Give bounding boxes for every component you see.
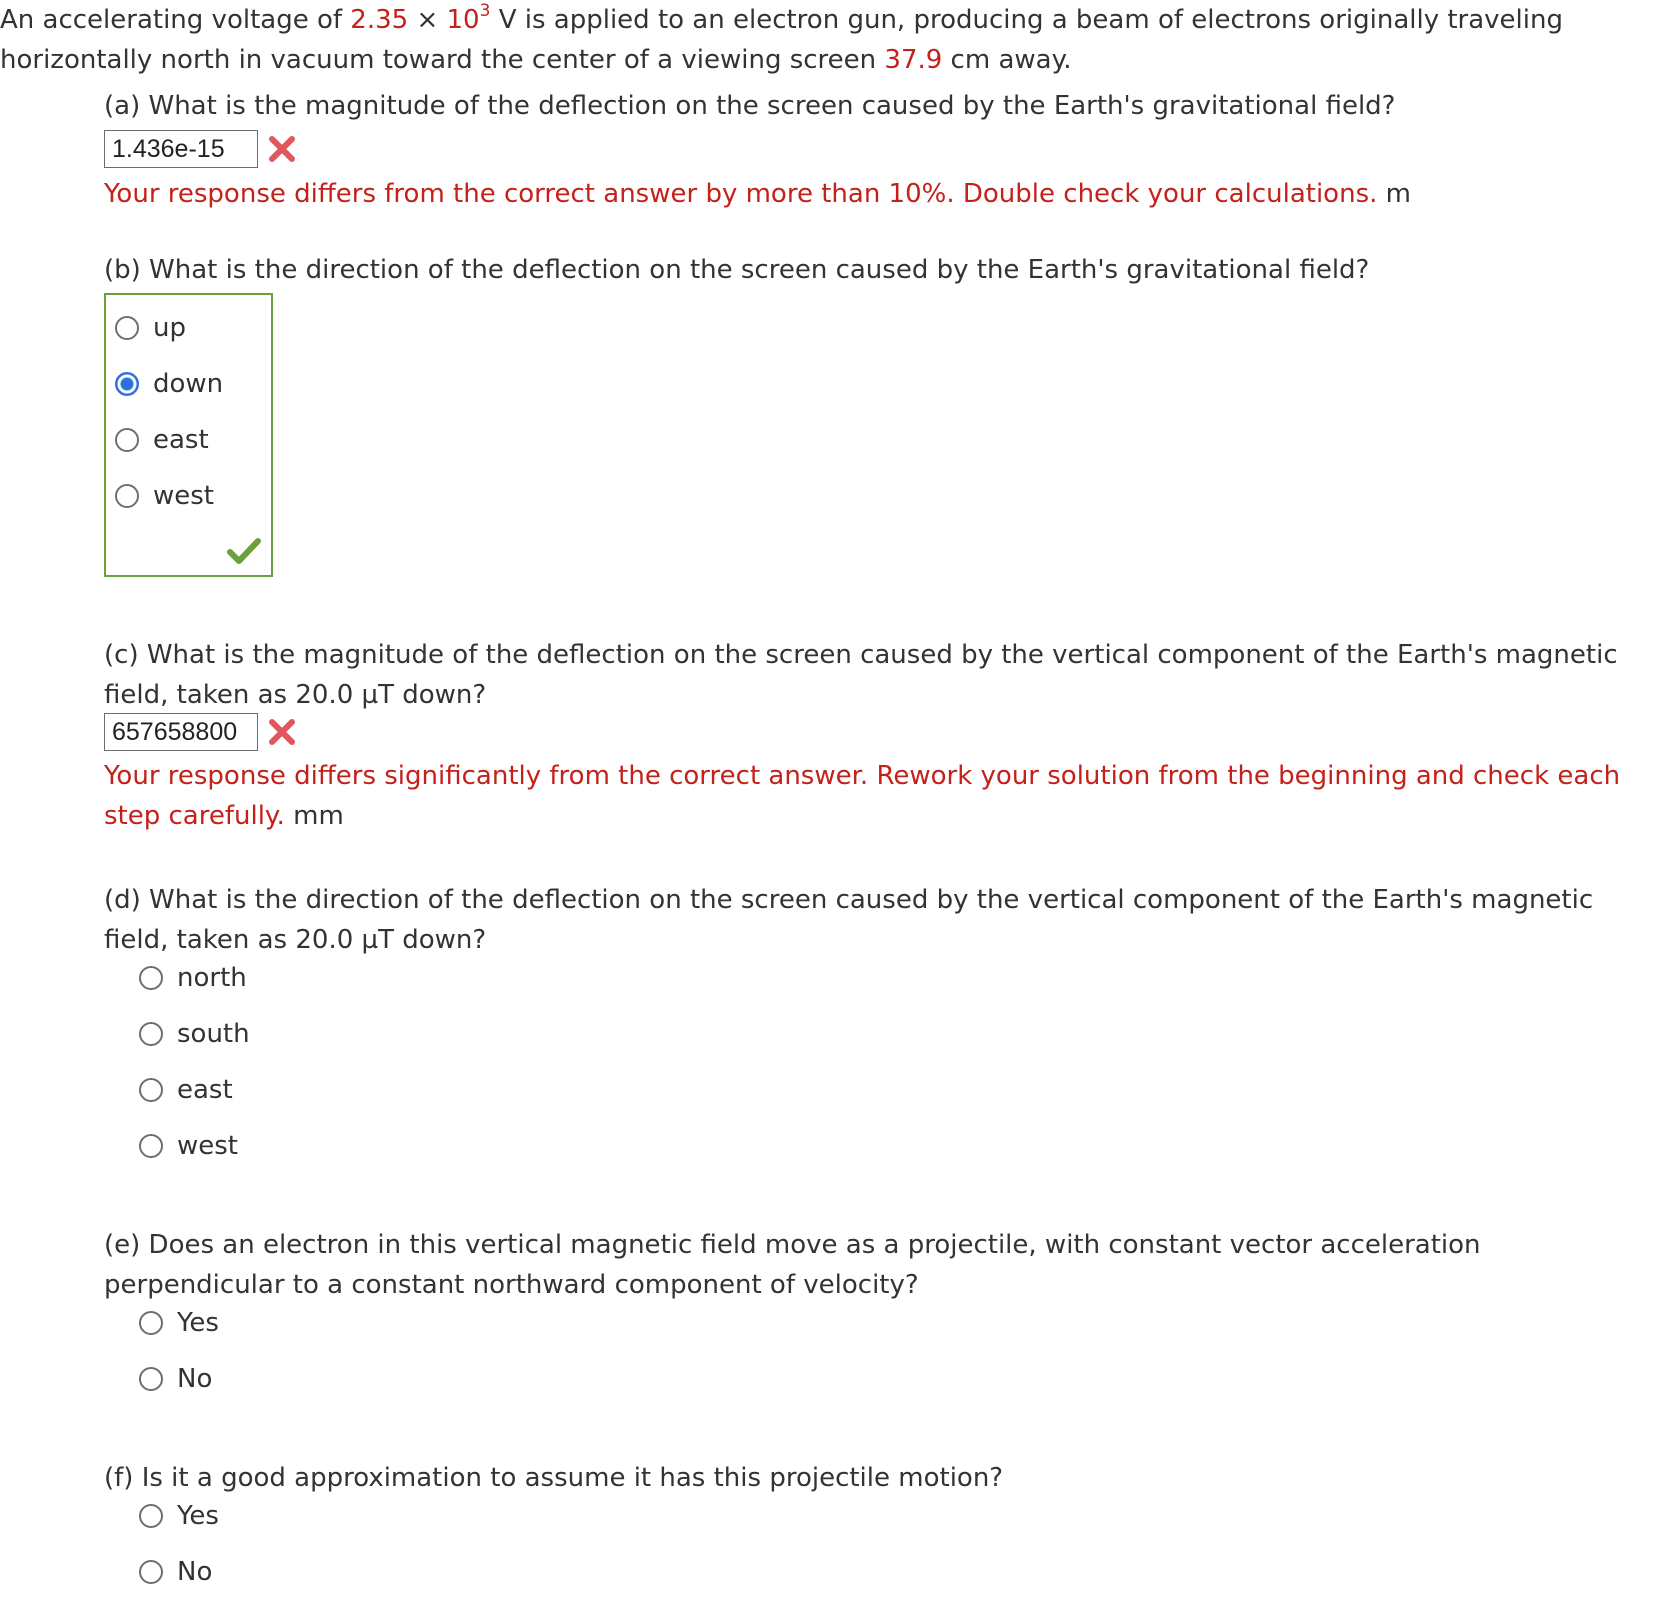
option-label: south [177, 1019, 250, 1049]
option-label: west [153, 481, 215, 511]
question-a: (a) What is the magnitude of the deflection on the screen caused by the Earth's gravitational field? [104, 91, 1396, 121]
feedback-a-text: Your response differs from the correct answer by more than 10%. Double check your calculations. [104, 179, 1378, 209]
option-label: north [177, 963, 247, 993]
times-sign: × [408, 5, 447, 35]
answer-input-a[interactable]: 1.436e-15 [104, 130, 258, 168]
option-b-east[interactable] [115, 420, 209, 460]
answer-row-a [104, 130, 297, 168]
option-d-west[interactable] [139, 1126, 238, 1166]
question-b: (b) What is the direction of the deflection on the screen caused by the Earth's gravitational field? [104, 255, 1370, 285]
answer-input-c[interactable]: 657658800 [104, 713, 258, 751]
unit-a: m [1377, 179, 1411, 209]
option-label: No [177, 1364, 213, 1394]
radio-button[interactable] [139, 1134, 163, 1158]
radio-button[interactable] [139, 1022, 163, 1046]
feedback-a [104, 174, 1664, 214]
option-d-north[interactable] [139, 958, 247, 998]
option-label: Yes [177, 1501, 219, 1531]
option-label: No [177, 1557, 213, 1587]
option-f-yes[interactable] [139, 1496, 219, 1536]
intro-text-2: V is applied to an electron gun, producing a beam of electrons originally traveling horizontally north in vacuum toward the center of a viewing screen [0, 5, 1563, 75]
option-e-no[interactable] [139, 1359, 212, 1399]
radio-button[interactable] [139, 1560, 163, 1584]
option-label: up [153, 313, 186, 343]
option-label: east [153, 425, 209, 455]
question-c: (c) What is the magnitude of the deflection on the screen caused by the vertical component of the Earth's magnetic field, taken as 20.0 µT down? [104, 640, 1618, 710]
radio-button[interactable] [139, 966, 163, 990]
radio-button[interactable] [115, 428, 139, 452]
option-label: Yes [177, 1308, 219, 1338]
option-d-south[interactable] [139, 1014, 250, 1054]
option-b-up[interactable] [115, 308, 186, 348]
unit-c: mm [284, 801, 344, 831]
voltage-exponent: 3 [479, 1, 491, 22]
radio-button[interactable] [139, 1504, 163, 1528]
option-d-east[interactable] [139, 1070, 233, 1110]
option-e-yes[interactable] [139, 1303, 219, 1343]
option-b-west[interactable] [115, 476, 214, 516]
voltage-mantissa: 2.35 [350, 5, 409, 35]
radio-button[interactable] [115, 316, 139, 340]
intro-text-1: An accelerating voltage of [0, 5, 351, 35]
distance-value: 37.9 [884, 45, 943, 75]
option-label: east [177, 1075, 233, 1105]
option-b-down[interactable] [115, 364, 223, 404]
question-e: (e) Does an electron in this vertical magnetic field move as a projectile, with constant vector acceleration perpendicular to a constant northward component of velocity? [104, 1230, 1481, 1300]
radio-button[interactable] [139, 1078, 163, 1102]
option-f-no[interactable] [139, 1552, 212, 1592]
radio-button[interactable] [115, 484, 139, 508]
feedback-c [104, 756, 1664, 836]
option-label: down [153, 369, 224, 399]
radio-button-selected[interactable] [115, 372, 139, 396]
question-d: (d) What is the direction of the deflection on the screen caused by the vertical component of the Earth's magnetic field, taken as 20.0 µT down? [104, 885, 1594, 955]
intro-text-3: cm away. [942, 45, 1072, 75]
radio-button[interactable] [139, 1367, 163, 1391]
radio-button[interactable] [139, 1311, 163, 1335]
option-label: west [177, 1131, 239, 1161]
incorrect-x-icon [267, 717, 297, 747]
voltage-base: 10 [446, 5, 480, 35]
answer-row-c [104, 713, 297, 751]
feedback-c-text: Your response differs significantly from the correct answer. Rework your solution from the beginning and check each step carefully. [104, 761, 1621, 831]
incorrect-x-icon [267, 134, 297, 164]
problem-statement [0, 0, 1660, 80]
correct-check-icon [227, 537, 261, 565]
question-f: (f) Is it a good approximation to assume it has this projectile motion? [104, 1463, 1004, 1493]
